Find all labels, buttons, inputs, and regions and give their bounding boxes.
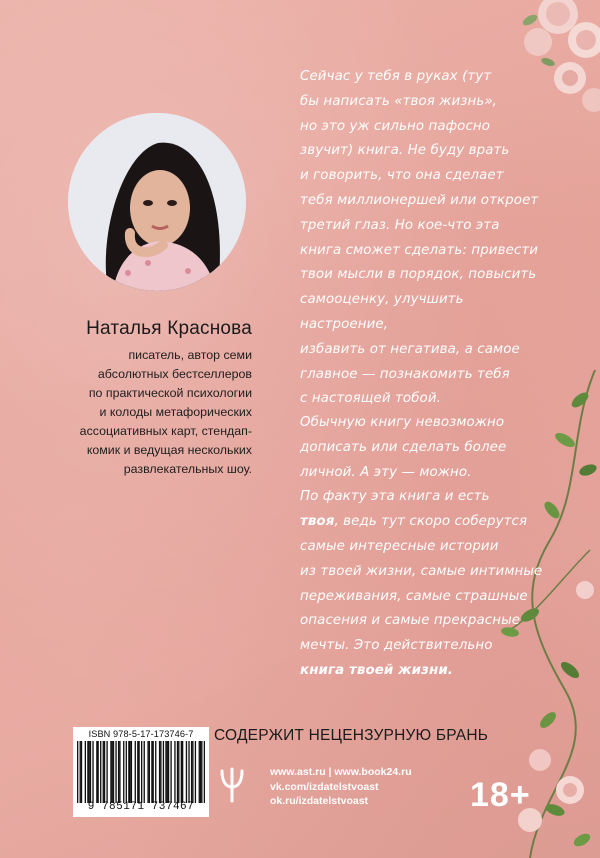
isbn-barcode-block: [73, 727, 209, 817]
blurb-emphasis: твоя: [300, 514, 335, 530]
blurb-line: главное — познакомить тебя: [300, 366, 510, 382]
website-links[interactable]: www.ast.ru | www.book24.ru: [270, 766, 412, 778]
isbn-label: ISBN 978-5-17-173746-7: [88, 729, 194, 739]
blurb-line: мечты. Это действительно: [300, 638, 493, 654]
blurb-line: звучит) книга. Не буду врать: [300, 143, 510, 159]
author-bio-line: писатель, автор семи: [128, 348, 252, 362]
blurb-line: Обычную книгу невозможно: [300, 415, 505, 430]
author-name: Наталья Краснова: [86, 318, 252, 339]
publisher-logo-icon: [219, 767, 245, 803]
author-bio-line: по практической психологии: [88, 386, 252, 400]
blurb-line: переживания, самые страшные: [300, 588, 528, 604]
blurb-line: самые интересные истории: [300, 538, 499, 554]
author-bio-line: развлекательных шоу.: [123, 462, 252, 476]
author-portrait: [68, 113, 246, 291]
author-bio-line: комик и ведущая нескольких: [86, 443, 252, 457]
author-bio-line: ассоциативных карт, стендап-: [79, 424, 252, 438]
blurb-line: самооценку, улучшить настроение,: [300, 292, 464, 332]
publisher-links: [270, 765, 412, 809]
ok-link[interactable]: ok.ru/izdatelstvoast: [270, 795, 369, 807]
barcode: [77, 741, 205, 803]
blurb-paragraph-2: [300, 411, 550, 684]
blurb-line: бы написать «твоя жизнь»,: [300, 93, 498, 109]
blurb-line: книга сможет сделать: привести: [300, 242, 539, 258]
author-bio: [40, 346, 252, 479]
blurb-line: дописать или сделать более: [300, 439, 507, 455]
blurb-emphasis: книга твоей жизни.: [300, 662, 453, 678]
blurb-line: тебя миллионершей или откроет: [300, 192, 539, 208]
blurb-line: опасения и самые прекрасные: [300, 613, 521, 629]
blurb-line: , ведь тут скоро соберутся: [334, 514, 528, 530]
author-photo: [68, 113, 246, 291]
blurb-line: избавить от негатива, а самое: [300, 341, 520, 357]
blurb-paragraph-1: [300, 65, 550, 412]
blurb-line: и говорить, что она сделает: [300, 168, 504, 184]
vk-link[interactable]: vk.com/izdatelstvoast: [270, 780, 379, 793]
blurb-line: с настоящей тобой.: [300, 391, 442, 407]
profanity-warning: СОДЕРЖИТ НЕЦЕНЗУРНУЮ БРАНЬ: [214, 727, 489, 744]
blurb-line: Сейчас у тебя в руках (тут: [300, 69, 492, 84]
author-bio-line: и колоды метафорических: [99, 405, 252, 419]
blurb-line: По факту эта книга и есть: [300, 489, 490, 505]
blurb-line: но это уж сильно пафосно: [300, 118, 491, 134]
age-rating-badge: 18+: [470, 776, 531, 814]
blurb-line: из твоей жизни, самые интимные: [300, 563, 543, 579]
blurb-line: личной. А эту — можно.: [300, 464, 472, 480]
blurb-line: третий глаз. Но кое-что эта: [300, 217, 500, 233]
barcode-digits: 9 785171 737467: [87, 801, 195, 813]
author-bio-line: абсолютных бестселлеров: [97, 367, 252, 381]
blurb-line: твои мысли в порядок, повысить: [300, 267, 537, 283]
